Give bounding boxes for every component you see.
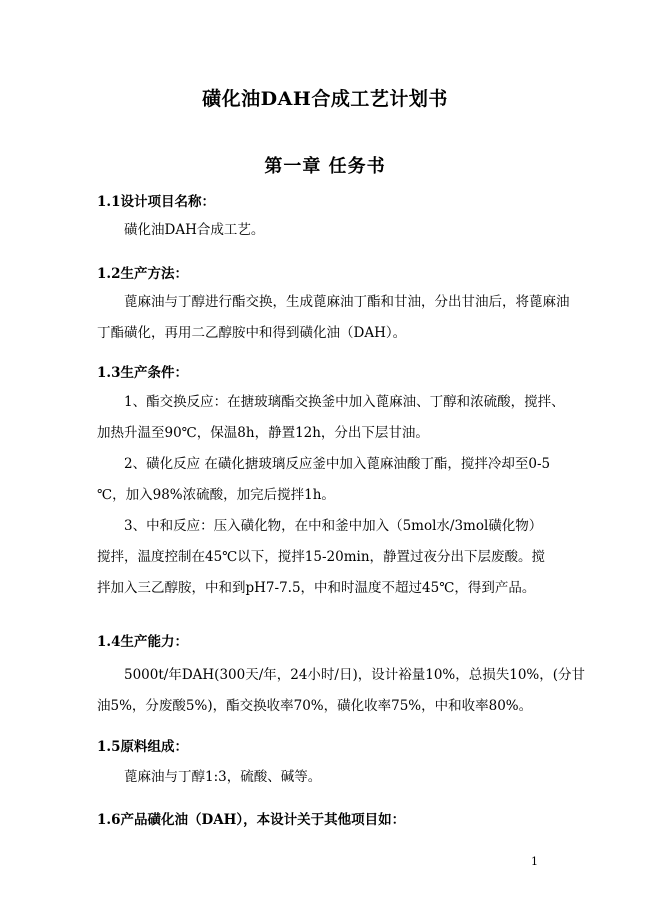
page-number: 1 bbox=[531, 855, 538, 868]
section-body-1-5 bbox=[97, 762, 559, 793]
section-body-1-2 bbox=[97, 287, 570, 349]
paragraph-line: 磺化油DAH合成工艺。 bbox=[124, 222, 265, 238]
section-heading-1-1: 1.1设计项目名称： bbox=[97, 194, 215, 210]
paragraph-line: 蓖麻油与丁醇进行酯交换，生成蓖麻油丁酯和甘油，分出甘油后，将蓖麻油 bbox=[124, 294, 570, 310]
section-body-1-3 bbox=[97, 387, 565, 604]
section-heading-1-2: 1.2生产方法： bbox=[97, 266, 188, 282]
paragraph-line: 拌加入三乙醇胺，中和到pH7-7.5，中和时温度不超过45℃，得到产品。 bbox=[97, 580, 536, 596]
paragraph-line: 搅拌，温度控制在45℃以下，搅拌15-20min，静置过夜分出下层废酸。搅 bbox=[97, 549, 546, 565]
section-body-1-1 bbox=[97, 215, 559, 246]
paragraph-line: 5000t/年DAH(300天/年，24小时/日)，设计裕量10%，总损失10%，(分甘 bbox=[124, 667, 586, 683]
document-title: 磺化油DAH合成工艺计划书 bbox=[202, 88, 448, 110]
chapter-heading: 第一章 任务书 bbox=[264, 156, 386, 177]
paragraph-line: 1、酯交换反应：在搪玻璃酯交换釜中加入蓖麻油、丁醇和浓硫酸，搅拌、 bbox=[124, 394, 565, 410]
section-heading-1-4: 1.4生产能力： bbox=[97, 634, 188, 650]
paragraph-line: 油5%，分废酸5%)，酯交换收率70%，磺化收率75%，中和收率80%。 bbox=[97, 698, 533, 714]
paragraph-line: ℃，加入98%浓硫酸，加完后搅拌1h。 bbox=[97, 487, 335, 503]
section-body-1-4 bbox=[97, 660, 586, 722]
paragraph-line: 丁酯磺化，再用二乙醇胺中和得到磺化油（DAH）。 bbox=[97, 325, 407, 341]
paragraph-line: 2、磺化反应 在磺化搪玻璃反应釜中加入蓖麻油酸丁酯，搅拌冷却至0-5 bbox=[124, 456, 551, 472]
paragraph-line: 加热升温至90℃，保温8h，静置12h，分出下层甘油。 bbox=[97, 425, 429, 441]
paragraph-line: 3、中和反应：压入磺化物，在中和釜中加入（5mol水/3mol磺化物） bbox=[124, 518, 543, 534]
paragraph-line: 蓖麻油与丁醇1:3，硫酸、碱等。 bbox=[124, 769, 322, 785]
section-heading-1-6: 1.6产品磺化油（DAH），本设计关于其他项目如： bbox=[97, 812, 406, 828]
section-heading-1-5: 1.5原料组成： bbox=[97, 739, 188, 755]
section-heading-1-3: 1.3生产条件： bbox=[97, 365, 188, 381]
